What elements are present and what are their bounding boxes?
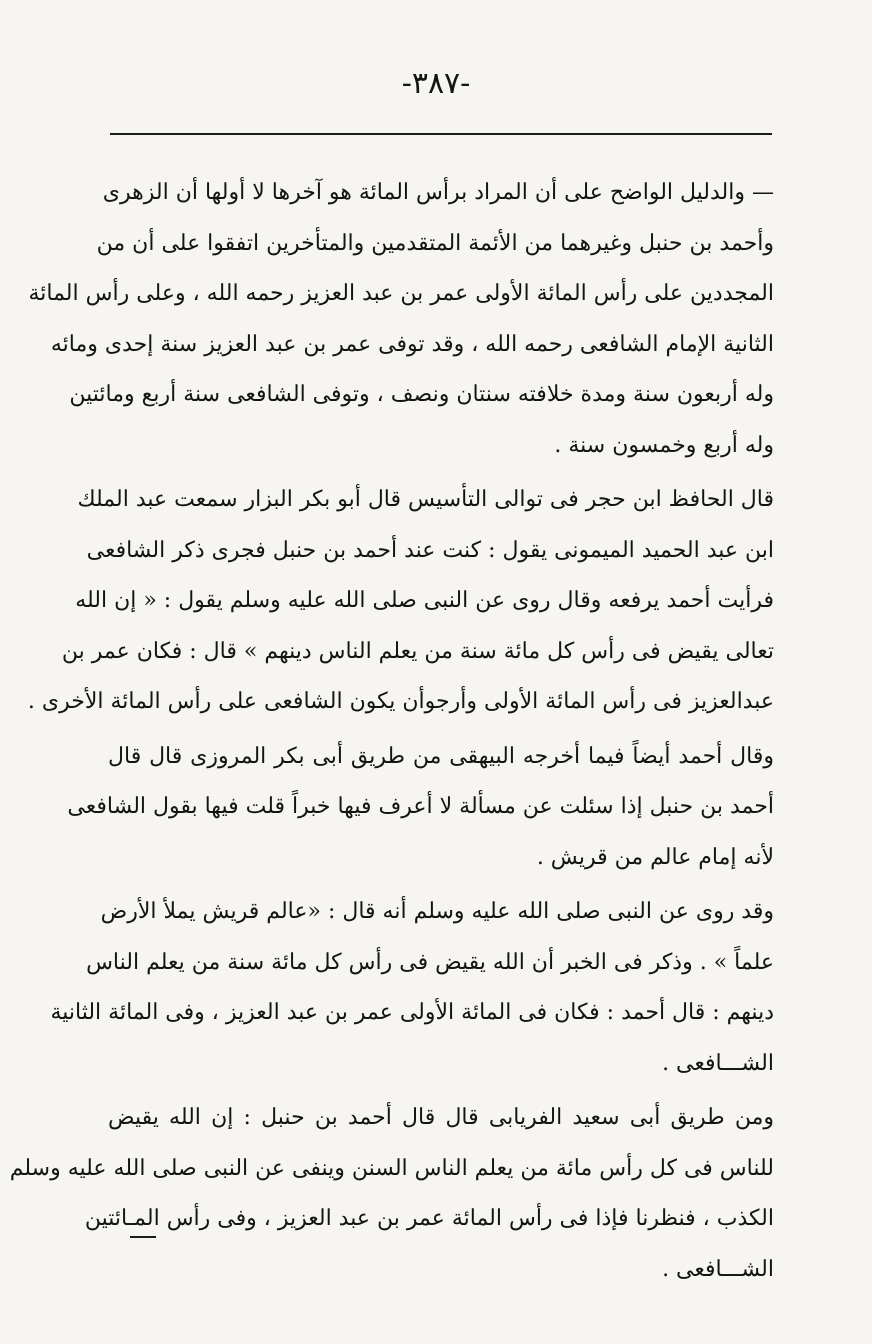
text-line: ابن عبد الحميد الميمونى يقول : كنت عند أحمد بن حنبل فجرى ذكر الشافعى <box>86 537 774 563</box>
text-line: وقال أحمد أيضاً فيما أخرجه البيهقى من طريق أبى بكر المروزى قال قال <box>108 743 774 769</box>
text-line: أحمد بن حنبل إذا سئلت عن مسألة لا أعرف فيها خبراً قلت فيها بقول الشافعى <box>67 794 774 819</box>
end-dash <box>130 1236 156 1238</box>
paragraph-4 <box>50 887 774 1089</box>
text-line: ومن طريق أبى سعيد الفريابى قال قال أحمد بن حنبل : إن الله يقيض <box>108 1105 774 1130</box>
text-line: قال الحافظ ابن حجر فى توالى التأسيس قال أبو بكر البزار سمعت عبد الملك <box>77 487 774 512</box>
text-line: للناس فى كل رأس مائة من يعلم الناس السنن وينفى عن النبى صلى الله عليه وسلم <box>9 1155 774 1181</box>
paragraph-2 <box>27 475 774 728</box>
text-line: الثانية الإمام الشافعى رحمه الله ، وقد توفى عمر بن عبد العزيز سنة إحدى ومائه <box>50 331 774 357</box>
text-line: وقد روى عن النبى صلى الله عليه وسلم أنه قال : «عالم قريش يملأ الأرض <box>100 899 774 924</box>
text-line: دينهم : قال أحمد : فكان فى المائة الأولى عمر بن عبد العزيز ، وفى المائة الثانية <box>50 1000 774 1025</box>
text-line: تعالى يقيض فى رأس كل مائة سنة من يعلم الناس دينهم » قال : فكان عمر بن <box>61 638 774 664</box>
paragraph-3 <box>67 732 774 884</box>
text-line: المجددين على رأس المائة الأولى عمر بن عبد العزيز رحمه الله ، وعلى رأس المائة <box>28 281 774 306</box>
header-rule <box>110 133 772 135</box>
text-line: وله أربعون سنة ومدة خلافته سنتان ونصف ، وتوفى الشافعى سنة أربع ومائتين <box>69 382 774 407</box>
page-number: -٣٨٧- <box>401 66 471 101</box>
text-line: وأحمد بن حنبل وغيرهما من الأئمة المتقدمين والمتأخرين اتفقوا على أن من <box>96 230 774 256</box>
text-line: الشـــافعى . <box>662 1050 774 1076</box>
text-line: عبدالعزيز فى رأس المائة الأولى وأرجوأن يكون الشافعى على رأس المائة الأخرى . <box>27 689 774 714</box>
text-line: — والدليل الواضح على أن المراد برأس المائة هو آخرها لا أولها أن الزهرى <box>102 180 774 205</box>
body-text <box>9 168 774 1295</box>
text-line: فرأيت أحمد يرفعه وقال روى عن النبى صلى الله عليه وسلم يقول : « إن الله <box>75 588 774 613</box>
text-line: وله أربع وخمسون سنة . <box>554 432 774 458</box>
text-line: لأنه إمام عالم من قريش . <box>536 844 774 870</box>
text-line: الشـــافعى . <box>662 1256 774 1282</box>
paragraph-5 <box>9 1093 774 1295</box>
text-line: الكذب ، فنظرنا فإذا فى رأس المائة عمر بن عبد العزيز ، وفى رأس المـائتين <box>84 1206 774 1231</box>
text-line: علماً » . وذكر فى الخبر أن الله يقيض فى رأس كل مائة سنة من يعلم الناس <box>86 949 774 975</box>
paragraph-1 <box>28 168 774 471</box>
